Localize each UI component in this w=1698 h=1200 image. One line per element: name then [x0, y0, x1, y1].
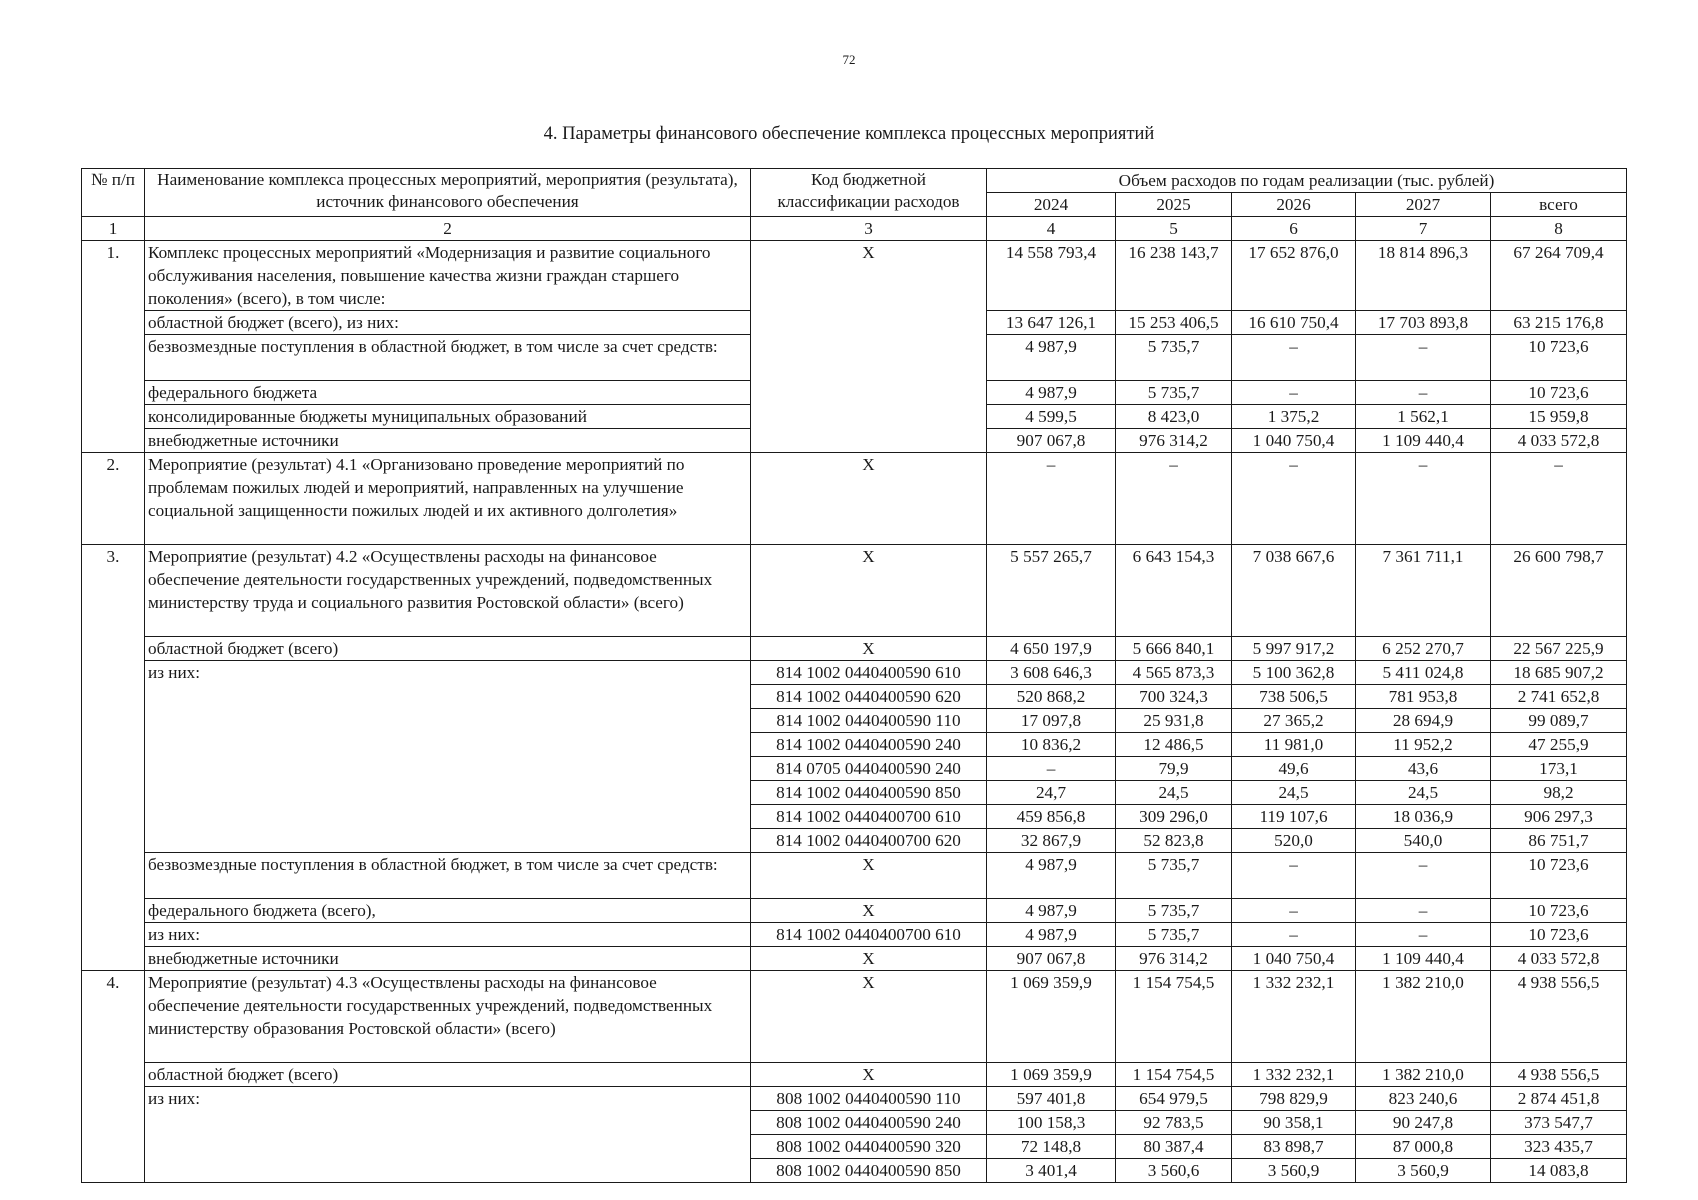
table-row: [82, 899, 1627, 923]
value-2025-cell: 654 979,5: [1116, 1087, 1232, 1111]
value-total-cell: 4 938 556,5: [1491, 1063, 1627, 1087]
value-total-cell: 373 547,7: [1491, 1111, 1627, 1135]
col-number: 4: [987, 217, 1116, 241]
value-2024-cell: 4 987,9: [987, 853, 1116, 899]
page-number: 72: [842, 52, 856, 67]
value-2025-cell: 79,9: [1116, 757, 1232, 781]
value-2027-cell: –: [1356, 453, 1491, 545]
value-2026-cell: 1 375,2: [1232, 405, 1356, 429]
value-2027-cell: 781 953,8: [1356, 685, 1491, 709]
value-2027-cell: 11 952,2: [1356, 733, 1491, 757]
value-2024-cell: 72 148,8: [987, 1135, 1116, 1159]
item-name-cell: безвозмездные поступления в областной бюджет, в том числе за счет средств:: [145, 335, 751, 381]
value-2024-cell: –: [987, 453, 1116, 545]
value-total-cell: 2 741 652,8: [1491, 685, 1627, 709]
value-2024-cell: 907 067,8: [987, 947, 1116, 971]
value-2027-cell: 18 036,9: [1356, 805, 1491, 829]
header-num: № п/п: [82, 169, 145, 217]
value-2024-cell: 14 558 793,4: [987, 241, 1116, 311]
value-2027-cell: 43,6: [1356, 757, 1491, 781]
value-total-cell: 98,2: [1491, 781, 1627, 805]
table-row: [82, 661, 1627, 685]
value-total-cell: 906 297,3: [1491, 805, 1627, 829]
value-2027-cell: 28 694,9: [1356, 709, 1491, 733]
row-number-cell: 2.: [82, 453, 145, 545]
budget-code-cell: 808 1002 0440400590 110: [751, 1087, 987, 1111]
item-name-cell: областной бюджет (всего): [145, 1063, 751, 1087]
value-2024-cell: 907 067,8: [987, 429, 1116, 453]
header-row: [82, 169, 1627, 193]
value-2024-cell: 4 599,5: [987, 405, 1116, 429]
value-2027-cell: –: [1356, 899, 1491, 923]
value-total-cell: 14 083,8: [1491, 1159, 1627, 1183]
value-2026-cell: –: [1232, 381, 1356, 405]
value-2027-cell: 18 814 896,3: [1356, 241, 1491, 311]
col-number: 6: [1232, 217, 1356, 241]
budget-code-cell: X: [751, 545, 987, 637]
budget-code-cell: 814 1002 0440400590 850: [751, 781, 987, 805]
header-year-2024: 2024: [987, 193, 1116, 217]
value-2024-cell: 32 867,9: [987, 829, 1116, 853]
budget-code-cell: X: [751, 853, 987, 899]
value-total-cell: 18 685 907,2: [1491, 661, 1627, 685]
item-name-cell: из них:: [145, 661, 751, 853]
item-name-cell: федерального бюджета (всего),: [145, 899, 751, 923]
value-2026-cell: 5 100 362,8: [1232, 661, 1356, 685]
value-2027-cell: 1 562,1: [1356, 405, 1491, 429]
value-2027-cell: 823 240,6: [1356, 1087, 1491, 1111]
value-total-cell: 323 435,7: [1491, 1135, 1627, 1159]
value-2026-cell: –: [1232, 923, 1356, 947]
value-2026-cell: 1 040 750,4: [1232, 947, 1356, 971]
value-total-cell: –: [1491, 453, 1627, 545]
value-2025-cell: 976 314,2: [1116, 429, 1232, 453]
table-row: [82, 853, 1627, 899]
header-year-2025: 2025: [1116, 193, 1232, 217]
item-name-cell: безвозмездные поступления в областной бюджет, в том числе за счет средств:: [145, 853, 751, 899]
value-2024-cell: 5 557 265,7: [987, 545, 1116, 637]
value-2025-cell: 16 238 143,7: [1116, 241, 1232, 311]
value-total-cell: 4 033 572,8: [1491, 429, 1627, 453]
value-2025-cell: 5 735,7: [1116, 923, 1232, 947]
table-row: [82, 545, 1627, 637]
value-total-cell: 4 033 572,8: [1491, 947, 1627, 971]
value-2025-cell: 92 783,5: [1116, 1111, 1232, 1135]
value-2026-cell: 7 038 667,6: [1232, 545, 1356, 637]
budget-code-cell: 814 1002 0440400590 610: [751, 661, 987, 685]
value-2024-cell: 24,7: [987, 781, 1116, 805]
header-name: Наименование комплекса процессных мероприятий, мероприятия (результата), источник финансового обеспечения: [145, 169, 751, 217]
value-2026-cell: 119 107,6: [1232, 805, 1356, 829]
value-2027-cell: 1 109 440,4: [1356, 947, 1491, 971]
item-name-cell: областной бюджет (всего): [145, 637, 751, 661]
value-total-cell: 63 215 176,8: [1491, 311, 1627, 335]
col-number: 8: [1491, 217, 1627, 241]
header-volume: Объем расходов по годам реализации (тыс. рублей): [987, 169, 1627, 193]
value-2026-cell: 90 358,1: [1232, 1111, 1356, 1135]
value-2027-cell: –: [1356, 923, 1491, 947]
value-2027-cell: 90 247,8: [1356, 1111, 1491, 1135]
document-title: 4. Параметры финансового обеспечение комплекса процессных мероприятий: [543, 124, 1155, 144]
row-number-cell: 1.: [82, 241, 145, 453]
value-total-cell: 10 723,6: [1491, 899, 1627, 923]
value-2025-cell: 25 931,8: [1116, 709, 1232, 733]
budget-code-cell: 814 1002 0440400700 610: [751, 923, 987, 947]
value-2024-cell: 10 836,2: [987, 733, 1116, 757]
value-2026-cell: 1 332 232,1: [1232, 971, 1356, 1063]
budget-code-cell: X: [751, 241, 987, 453]
budget-code-cell: X: [751, 1063, 987, 1087]
value-total-cell: 10 723,6: [1491, 923, 1627, 947]
item-name-cell: внебюджетные источники: [145, 947, 751, 971]
column-number-row: [82, 217, 1627, 241]
item-name-cell: областной бюджет (всего), из них:: [145, 311, 751, 335]
value-2024-cell: 17 097,8: [987, 709, 1116, 733]
table-row: [82, 947, 1627, 971]
value-2025-cell: 976 314,2: [1116, 947, 1232, 971]
value-2024-cell: 100 158,3: [987, 1111, 1116, 1135]
value-2024-cell: 4 987,9: [987, 381, 1116, 405]
col-number: 2: [145, 217, 751, 241]
value-total-cell: 99 089,7: [1491, 709, 1627, 733]
budget-code-cell: 814 1002 0440400590 620: [751, 685, 987, 709]
value-total-cell: 26 600 798,7: [1491, 545, 1627, 637]
item-name-cell: Комплекс процессных мероприятий «Модернизация и развитие социального обслуживания населения, повышение качества жизни граждан старшего поколения» (всего), в том числе:: [145, 241, 751, 311]
budget-code-cell: 808 1002 0440400590 320: [751, 1135, 987, 1159]
item-name-cell: Мероприятие (результат) 4.1 «Организовано проведение мероприятий по проблемам пожилых людей и мероприятий, направленных на улучшение социальной защищенности пожилых людей и их активного долголетия»: [145, 453, 751, 545]
budget-code-cell: 814 0705 0440400590 240: [751, 757, 987, 781]
value-2025-cell: 6 643 154,3: [1116, 545, 1232, 637]
budget-code-cell: 814 1002 0440400700 610: [751, 805, 987, 829]
value-2024-cell: 4 987,9: [987, 899, 1116, 923]
value-2026-cell: 5 997 917,2: [1232, 637, 1356, 661]
value-total-cell: 4 938 556,5: [1491, 971, 1627, 1063]
value-2024-cell: 459 856,8: [987, 805, 1116, 829]
value-2025-cell: 1 154 754,5: [1116, 971, 1232, 1063]
value-2027-cell: 24,5: [1356, 781, 1491, 805]
value-2027-cell: 87 000,8: [1356, 1135, 1491, 1159]
value-2026-cell: 520,0: [1232, 829, 1356, 853]
value-total-cell: 10 723,6: [1491, 853, 1627, 899]
table-row: [82, 1063, 1627, 1087]
budget-code-cell: X: [751, 453, 987, 545]
value-2026-cell: 3 560,9: [1232, 1159, 1356, 1183]
value-2027-cell: 540,0: [1356, 829, 1491, 853]
table-row: [82, 971, 1627, 1063]
table-row: [82, 241, 1627, 311]
value-2026-cell: –: [1232, 853, 1356, 899]
header-total: всего: [1491, 193, 1627, 217]
value-2025-cell: 5 735,7: [1116, 335, 1232, 381]
value-2027-cell: 5 411 024,8: [1356, 661, 1491, 685]
value-2026-cell: 24,5: [1232, 781, 1356, 805]
table-row: [82, 923, 1627, 947]
value-2024-cell: 4 987,9: [987, 335, 1116, 381]
col-number: 7: [1356, 217, 1491, 241]
value-2027-cell: 6 252 270,7: [1356, 637, 1491, 661]
budget-code-cell: X: [751, 899, 987, 923]
budget-code-cell: 808 1002 0440400590 850: [751, 1159, 987, 1183]
item-name-cell: федерального бюджета: [145, 381, 751, 405]
item-name-cell: из них:: [145, 923, 751, 947]
value-2027-cell: 1 382 210,0: [1356, 971, 1491, 1063]
value-2027-cell: 17 703 893,8: [1356, 311, 1491, 335]
value-2026-cell: –: [1232, 453, 1356, 545]
financing-table: [81, 168, 1627, 1183]
item-name-cell: Мероприятие (результат) 4.3 «Осуществлены расходы на финансовое обеспечение деятельности государственных учреждений, подведомственных министерству образования Ростовской области» (всего): [145, 971, 751, 1063]
value-2027-cell: –: [1356, 853, 1491, 899]
item-name-cell: Мероприятие (результат) 4.2 «Осуществлены расходы на финансовое обеспечение деятельности государственных учреждений, подведомственных министерству труда и социального развития Ростовской области» (всего): [145, 545, 751, 637]
header-year-2027: 2027: [1356, 193, 1491, 217]
value-2025-cell: 15 253 406,5: [1116, 311, 1232, 335]
table-row: [82, 453, 1627, 545]
value-2024-cell: 3 608 646,3: [987, 661, 1116, 685]
budget-code-cell: 808 1002 0440400590 240: [751, 1111, 987, 1135]
value-2027-cell: –: [1356, 335, 1491, 381]
item-name-cell: из них:: [145, 1087, 751, 1183]
value-2025-cell: –: [1116, 453, 1232, 545]
value-2024-cell: 4 650 197,9: [987, 637, 1116, 661]
table-row: [82, 637, 1627, 661]
value-2026-cell: 83 898,7: [1232, 1135, 1356, 1159]
value-2025-cell: 5 666 840,1: [1116, 637, 1232, 661]
item-name-cell: внебюджетные источники: [145, 429, 751, 453]
value-2027-cell: 1 382 210,0: [1356, 1063, 1491, 1087]
value-2025-cell: 5 735,7: [1116, 381, 1232, 405]
value-2026-cell: 27 365,2: [1232, 709, 1356, 733]
value-2024-cell: 3 401,4: [987, 1159, 1116, 1183]
value-total-cell: 22 567 225,9: [1491, 637, 1627, 661]
col-number: 5: [1116, 217, 1232, 241]
value-total-cell: 2 874 451,8: [1491, 1087, 1627, 1111]
budget-code-cell: 814 1002 0440400590 110: [751, 709, 987, 733]
col-number: 3: [751, 217, 987, 241]
value-2025-cell: 12 486,5: [1116, 733, 1232, 757]
value-2026-cell: 16 610 750,4: [1232, 311, 1356, 335]
value-total-cell: 86 751,7: [1491, 829, 1627, 853]
value-2025-cell: 309 296,0: [1116, 805, 1232, 829]
value-2024-cell: 1 069 359,9: [987, 1063, 1116, 1087]
value-2026-cell: 11 981,0: [1232, 733, 1356, 757]
budget-code-cell: 814 1002 0440400700 620: [751, 829, 987, 853]
value-total-cell: 47 255,9: [1491, 733, 1627, 757]
value-2024-cell: 520 868,2: [987, 685, 1116, 709]
value-total-cell: 10 723,6: [1491, 335, 1627, 381]
value-2027-cell: 3 560,9: [1356, 1159, 1491, 1183]
value-2024-cell: –: [987, 757, 1116, 781]
value-2025-cell: 4 565 873,3: [1116, 661, 1232, 685]
value-total-cell: 15 959,8: [1491, 405, 1627, 429]
value-2026-cell: 738 506,5: [1232, 685, 1356, 709]
value-2024-cell: 1 069 359,9: [987, 971, 1116, 1063]
value-2025-cell: 5 735,7: [1116, 853, 1232, 899]
value-2024-cell: 13 647 126,1: [987, 311, 1116, 335]
value-2026-cell: 17 652 876,0: [1232, 241, 1356, 311]
budget-code-cell: X: [751, 947, 987, 971]
header-code: Код бюджетной классификации расходов: [751, 169, 987, 217]
value-2025-cell: 3 560,6: [1116, 1159, 1232, 1183]
value-2025-cell: 24,5: [1116, 781, 1232, 805]
value-2025-cell: 1 154 754,5: [1116, 1063, 1232, 1087]
value-2026-cell: –: [1232, 335, 1356, 381]
value-2025-cell: 52 823,8: [1116, 829, 1232, 853]
item-name-cell: консолидированные бюджеты муниципальных образований: [145, 405, 751, 429]
row-number-cell: 4.: [82, 971, 145, 1183]
table-row: [82, 1087, 1627, 1111]
value-2025-cell: 8 423,0: [1116, 405, 1232, 429]
row-number-cell: 3.: [82, 545, 145, 971]
value-2026-cell: 1 040 750,4: [1232, 429, 1356, 453]
header-year-2026: 2026: [1232, 193, 1356, 217]
budget-code-cell: X: [751, 971, 987, 1063]
budget-code-cell: 814 1002 0440400590 240: [751, 733, 987, 757]
value-2025-cell: 5 735,7: [1116, 899, 1232, 923]
value-2027-cell: 7 361 711,1: [1356, 545, 1491, 637]
value-2027-cell: 1 109 440,4: [1356, 429, 1491, 453]
value-2026-cell: 49,6: [1232, 757, 1356, 781]
value-2024-cell: 4 987,9: [987, 923, 1116, 947]
value-2025-cell: 80 387,4: [1116, 1135, 1232, 1159]
col-number: 1: [82, 217, 145, 241]
value-2025-cell: 700 324,3: [1116, 685, 1232, 709]
budget-code-cell: X: [751, 637, 987, 661]
value-total-cell: 173,1: [1491, 757, 1627, 781]
value-2026-cell: 798 829,9: [1232, 1087, 1356, 1111]
value-total-cell: 67 264 709,4: [1491, 241, 1627, 311]
value-2026-cell: –: [1232, 899, 1356, 923]
value-2027-cell: –: [1356, 381, 1491, 405]
value-2024-cell: 597 401,8: [987, 1087, 1116, 1111]
value-total-cell: 10 723,6: [1491, 381, 1627, 405]
value-2026-cell: 1 332 232,1: [1232, 1063, 1356, 1087]
